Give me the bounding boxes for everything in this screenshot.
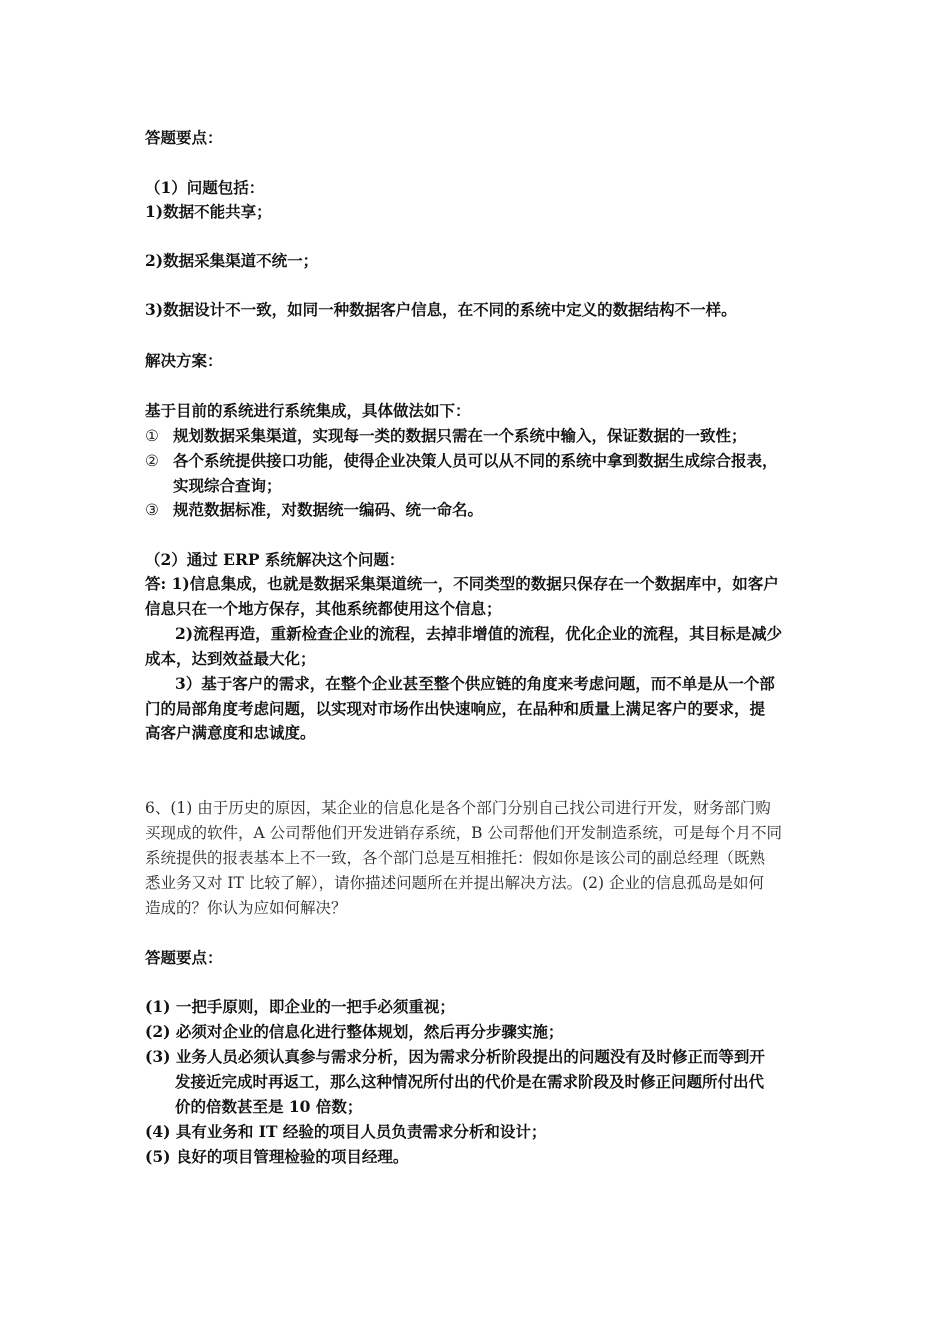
solution-item bbox=[145, 450, 825, 472]
question-1-title: （1）问题包括： bbox=[145, 178, 265, 197]
problem-item: 3)数据设计不一致，如同一种数据客户信息，在不同的系统中定义的数据结构不一样。 bbox=[145, 300, 737, 319]
answer-line: 高客户满意度和忠诚度。 bbox=[145, 723, 316, 742]
answer-line: 3）基于客户的需求，在整个企业甚至整个供应链的角度来考虑问题，而不单是从一个部 bbox=[175, 674, 775, 693]
point-item: (3) 业务人员必须认真参与需求分析，因为需求分析阶段提出的问题没有及时修正而等到开 bbox=[145, 1047, 765, 1066]
answer-heading-2: 答题要点： bbox=[145, 948, 223, 967]
solution-item-text: 实现综合查询； bbox=[173, 476, 282, 495]
point-item: (1) 一把手原则，即企业的一把手必须重视； bbox=[145, 997, 455, 1016]
question-2-title: （2）通过 ERP 系统解决这个问题： bbox=[145, 550, 405, 569]
solution-item bbox=[145, 425, 825, 447]
solution-heading: 解决方案： bbox=[145, 351, 223, 370]
problem-item: 1)数据不能共享； bbox=[145, 202, 272, 221]
solution-item bbox=[145, 499, 825, 521]
point-item: (4) 具有业务和 IT 经验的项目人员负责需求分析和设计； bbox=[145, 1122, 547, 1141]
question-text: 造成的？你认为应如何解决？ bbox=[145, 899, 347, 917]
point-item-continuation: 发接近完成时再返工，那么这种情况所付出的代价是在需求阶段及时修正问题所付出代 bbox=[175, 1072, 765, 1091]
list-marker: ① bbox=[145, 427, 159, 445]
answer-line: 答: 1)信息集成，也就是数据采集渠道统一，不同类型的数据只保存在一个数据库中，如客户 bbox=[145, 574, 779, 593]
point-item-continuation: 价的倍数甚至是 10 倍数； bbox=[175, 1097, 363, 1116]
question-text: 系统提供的报表基本上不一致，各个部门总是互相推托：假如你是该公司的副总经理（既熟 bbox=[145, 849, 766, 867]
solution-intro: 基于目前的系统进行系统集成，具体做法如下： bbox=[145, 401, 471, 420]
list-marker: ② bbox=[145, 452, 159, 470]
question-text: 6、(1) 由于历史的原因，某企业的信息化是各个部门分别自己找公司进行开发，财务部门购 bbox=[145, 799, 771, 817]
point-item: (2) 必须对企业的信息化进行整体规划，然后再分步骤实施； bbox=[145, 1022, 564, 1041]
answer-line: 成本，达到效益最大化； bbox=[145, 649, 316, 668]
question-text: 悉业务又对 IT 比较了解），请你描述问题所在并提出解决方法。(2) 企业的信息孤岛是如何 bbox=[145, 874, 764, 892]
point-item: (5) 良好的项目管理检验的项目经理。 bbox=[145, 1147, 409, 1166]
answer-line: 信息只在一个地方保存，其他系统都使用这个信息； bbox=[145, 599, 502, 618]
problem-item: 2)数据采集渠道不统一； bbox=[145, 251, 319, 270]
question-text: 买现成的软件，A 公司帮他们开发进销存系统，B 公司帮他们开发制造系统，可是每个月不同 bbox=[145, 824, 782, 842]
solution-item-text: 规划数据采集渠道，实现每一类的数据只需在一个系统中输入，保证数据的一致性； bbox=[173, 426, 747, 445]
solution-item-text: 各个系统提供接口功能，使得企业决策人员可以从不同的系统中拿到数据生成综合报表， bbox=[173, 451, 778, 470]
solution-item-text: 规范数据标准，对数据统一编码、统一命名。 bbox=[173, 500, 484, 519]
answer-heading: 答题要点： bbox=[145, 128, 223, 147]
answer-line: 2)流程再造，重新检查企业的流程，去掉非增值的流程，优化企业的流程，其目标是减少 bbox=[175, 624, 783, 643]
solution-item-continuation bbox=[145, 475, 825, 497]
list-marker: ③ bbox=[145, 501, 159, 519]
answer-line: 门的局部角度考虑问题，以实现对市场作出快速响应，在品种和质量上满足客户的要求，提 bbox=[145, 699, 766, 718]
